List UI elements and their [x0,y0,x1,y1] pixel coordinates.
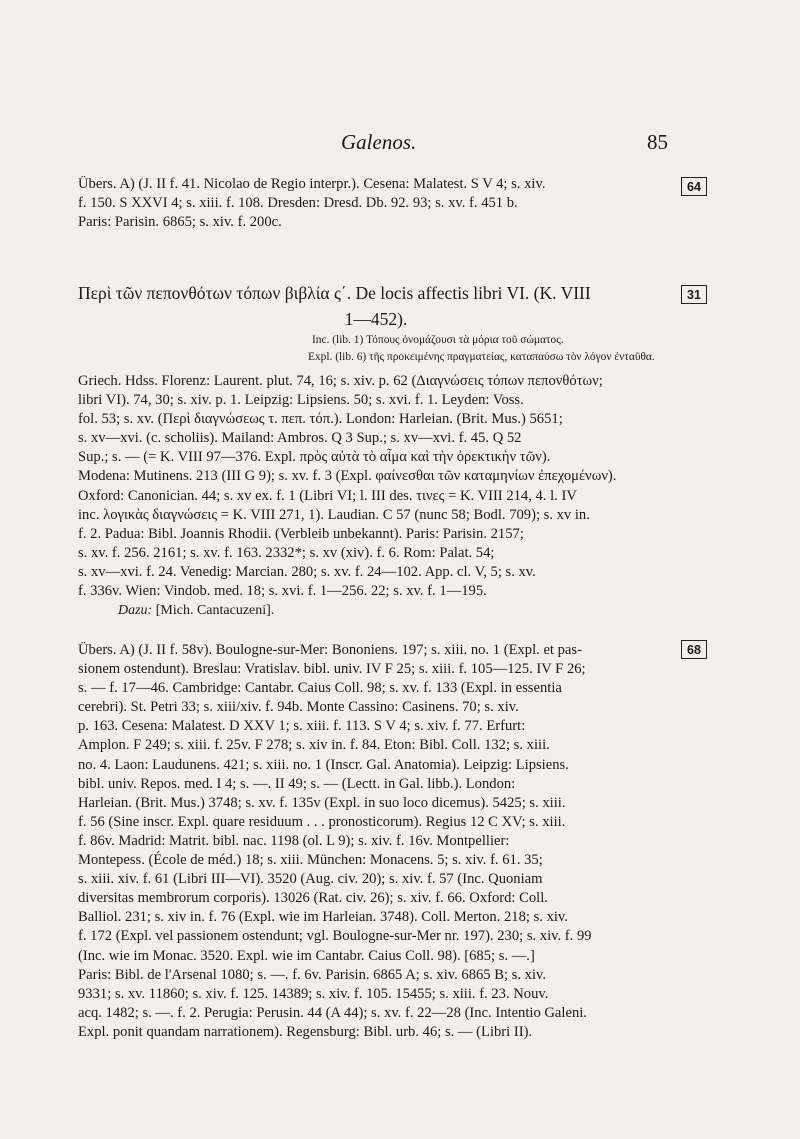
text-line: Expl. ponit quandam narrationem). Regensburg: Bibl. urb. 46; s. — (Libri II). [78,1023,533,1040]
text-line: cerebri). St. Petri 33; s. xiii/xiv. f. 94b. Monte Cassino: Casinens. 70; s. xiv. [78,699,519,716]
page-number: 85 [647,130,668,154]
text-line: Griech. Hdss. Florenz: Laurent. plut. 74, 16; s. xiv. p. 62 (Διαγνώσεις τόπων πεπονθότων; [78,373,603,389]
text-line: Übers. A) (J. II f. 41. Nicolao de Regio interpr.). Cesena: Malatest. S V 4; s. xiv. [78,176,546,192]
text-line: Oxford: Canonician. 44; s. xv ex. f. 1 (Libri VI; l. III des. τινες = K. VIII 214, 4. l. IV [78,487,577,504]
text-line: f. 2. Padua: Bibl. Joannis Rhodii. (Verbleib unbekannt). Paris: Parisin. 2157; [78,525,524,542]
text-line: Montepess. (École de méd.) 18; s. xiii. München: Monacens. 5; s. xiv. f. 61. 35; [78,852,543,869]
work-title-continuation: 1—452). [344,309,408,329]
work-title: Περὶ τῶν πεπονθότων τόπων βιβλία ς΄. De locis affectis libri VI. (K. VIII [78,283,591,303]
text-line: Modena: Mutinens. 213 (III G 9); s. xv. f. 3 (Expl. φαίνεσθαι τῶν καταμηνίων ἐπεχομένων). [78,468,617,485]
greek-manuscripts-entry [78,372,674,620]
text-line: Harleian. (Brit. Mus.) 3748; s. xv. f. 135v (Expl. in suo loco dicemus). 5425; s. xiii. [78,794,566,811]
text-line: sionem ostendunt). Breslau: Vratislav. bibl. univ. IV F 25; s. xiii. f. 105—125. IV F 26; [78,661,586,678]
page-header [78,130,668,160]
text-line: s. xv—xvi. (c. scholiis). Mailand: Ambros. Q 3 Sup.; s. xv—xvi. f. 45. Q 52 [78,430,522,447]
text-line: f. 336v. Wien: Vindob. med. 18; s. xvi. f. 1—256. 22; s. xv. f. 1—195. [78,583,487,600]
text-line: f. 86v. Madrid: Matrit. bibl. nac. 1198 (ol. L 9); s. xiv. f. 16v. Montpellier: [78,832,510,849]
translation-a-entry-2 [78,641,674,1042]
text-line: Amplon. F 249; s. xiii. f. 25v. F 278; s. xiv in. f. 84. Eton: Bibl. Coll. 132; s. xiii. [78,737,550,754]
incipit-line: Inc. (lib. 1) Τόπους ὀνομάζουσι τὰ μόρια τοῦ σώματος. [312,334,564,346]
margin-reference-box: 68 [681,640,707,659]
text-line: Paris: Parisin. 6865; s. xiv. f. 200c. [78,214,282,231]
text-line: f. 172 (Expl. vel passionem ostendunt; vgl. Boulogne-sur-Mer nr. 197). 230; s. xiv. f. 99 [78,928,592,945]
text-line: s. xiii. xiv. f. 61 (Libri III—VI). 3520 (Aug. civ. 20); s. xiv. f. 57 (Inc. Quoniam [78,871,543,888]
explicit-line: Expl. (lib. 6) τῆς προκειμένης πραγματείας, καταπαύσω τὸν λόγον ἐνταῦθα. [308,351,655,363]
margin-reference-box: 31 [681,285,707,304]
margin-reference-box: 64 [681,177,707,196]
text-line: Paris: Bibl. de l'Arsenal 1080; s. —. f. 6v. Parisin. 6865 A; s. xiv. 6865 B; s. xiv. [78,966,547,983]
text-line: (Inc. wie im Monac. 3520. Expl. wie im Cantabr. Caius Coll. 98). [685; s. —.] [78,947,535,964]
work-title-block [78,280,674,366]
text-line: Übers. A) (J. II f. 58v). Boulogne-sur-Mer: Bononiens. 197; s. xiii. no. 1 (Expl. et pas- [78,642,582,658]
dazu-label: Dazu: [118,603,153,619]
dazu-text: [Mich. Cantacuzeni]. [155,603,275,619]
text-line: bibl. univ. Repos. med. I 4; s. —. II 49; s. — (Lectt. in Gal. libb.). London: [78,775,516,792]
running-title: Galenos. [341,130,417,154]
text-line: s. xv. f. 256. 2161; s. xv. f. 163. 2332*; s. xv (xiv). f. 6. Rom: Palat. 54; [78,544,495,561]
text-line: diversitas membrorum corporis). 13026 (Rat. civ. 26); s. xiv. f. 66. Oxford: Coll. [78,890,548,907]
text-line: s. — f. 17—46. Cambridge: Cantabr. Caius Coll. 98; s. xv. f. 133 (Expl. in essentia [78,680,562,697]
text-line: libri VI). 74, 30; s. xiv. p. 1. Leipzig: Lipsiens. 50; s. xvi. f. 1. Leyden: Voss. [78,392,524,409]
text-line: Sup.; s. — (= K. VIII 97—376. Expl. πρὸς αὐτὰ τὸ αἷμα καὶ τὴν ὀρεκτικὴν τῶν). [78,449,551,466]
text-line: p. 163. Cesena: Malatest. D XXV 1; s. xiii. f. 113. S V 4; s. xiv. f. 77. Erfurt: [78,718,526,735]
text-line: no. 4. Laon: Laudunens. 421; s. xiii. no. 1 (Inscr. Gal. Anatomia). Leipzig: Lipsiens. [78,756,569,773]
text-line: s. xv—xvi. f. 24. Venedig: Marcian. 280; s. xv. f. 24—102. App. cl. V, 5; s. xv. [78,563,536,580]
dazu-line [78,601,674,620]
text-line: fol. 53; s. xv. (Περὶ διαγνώσεως τ. πεπ. τόπ.). London: Harleian. (Brit. Mus.) 5651; [78,411,563,428]
translation-a-entry-1 [78,175,674,232]
text-line: 9331; s. xv. 11860; s. xiv. f. 125. 14389; s. xiv. f. 105. 15455; s. xiii. f. 23. Nouv. [78,985,549,1002]
text-line: f. 150. S XXVI 4; s. xiii. f. 108. Dresden: Dresd. Db. 92. 93; s. xv. f. 451 b. [78,195,518,212]
text-line: f. 56 (Sine inscr. Expl. quare residuum . . . pronosticorum). Regius 12 C XV; s. xiii. [78,813,566,830]
text-line: acq. 1482; s. —. f. 2. Perugia: Perusin. 44 (A 44); s. xv. f. 22—28 (Inc. Intentio Galeni. [78,1004,587,1021]
text-line: inc. λογικὰς διαγνώσεις = K. VIII 271, 1). Laudian. C 57 (nunc 58; Bodl. 709); s. xv in. [78,506,590,523]
text-line: Balliol. 231; s. xiv in. f. 76 (Expl. wie im Harleian. 3748). Coll. Merton. 218; s. xiv. [78,909,568,926]
